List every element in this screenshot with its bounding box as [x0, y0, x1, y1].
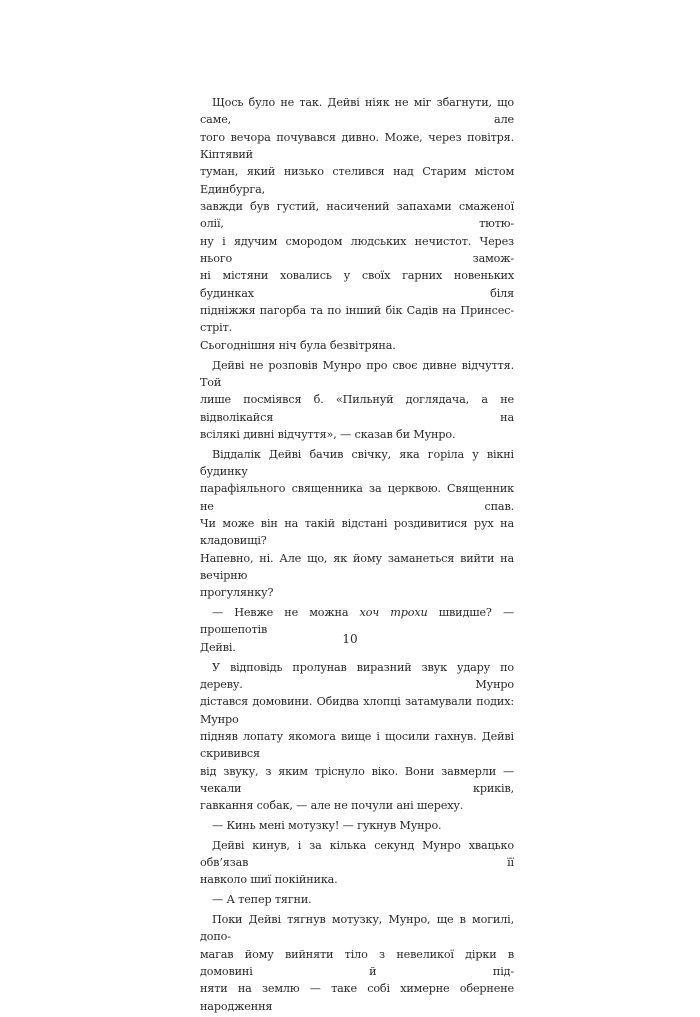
paragraph	[200, 357, 514, 444]
text-line: — А тепер тягни.	[212, 893, 312, 907]
text-run: — Невже не можна	[212, 606, 360, 620]
text-line: туман, який низько стелився над Старим містом Единбурга,	[200, 165, 514, 196]
text-line: — Кинь мені мотузку! — гукнув Мунро.	[212, 819, 442, 833]
paragraph	[200, 837, 514, 889]
text-line: підняв лопату якомога вище і щосили гахнув. Дейві скривився	[200, 729, 514, 761]
text-line: магав йому вийняти тіло з невеликої дірки в домовині й під-	[200, 947, 514, 978]
text-line: Поки Дейві тягнув мотузку, Мунро, ще в могилі, допо-	[200, 912, 514, 944]
text-line: ну і ядучим смородом людських нечистот. Через нього замож-	[200, 234, 514, 266]
text-line: ні містяни ховались у своїх гарних новеньких будинках біля	[200, 269, 514, 300]
text-line: підніжжя пагорба та по інший бік Садів на Принсес-стріт.	[200, 304, 514, 335]
paragraph	[200, 446, 514, 602]
text-run: швидше? — прошепотів	[200, 606, 514, 637]
text-line: няти на землю — таке собі химерне обернене народження	[200, 982, 514, 1013]
text-line: навколо шиї покійника.	[200, 873, 338, 887]
text-line: гавкання собак, — але не почули ані шереху.	[200, 799, 464, 813]
text-line: Дейві не розповів Мунро про своє дивне відчуття. Той	[200, 358, 514, 389]
text-line: Чи може він на такій відстані роздивитися рух на кладовищі?	[200, 517, 514, 548]
paragraph-dialogue	[200, 891, 514, 908]
text-line: парафіяльного священника за церквою. Священник не спав.	[200, 482, 514, 513]
text-line: того вечора почувався дивно. Може, через повітря. Кіптявий	[200, 130, 514, 162]
page-number: 10	[342, 632, 358, 646]
text-line: Віддалік Дейві бачив свічку, яка горіла у вікні будинку	[200, 447, 514, 478]
text-line: прогулянку?	[200, 586, 274, 600]
paragraph-dialogue	[200, 604, 514, 656]
paragraph	[200, 659, 514, 815]
text-line: всілякі дивні відчуття», — сказав би Мунро.	[200, 427, 456, 441]
body-text	[200, 94, 514, 1017]
text-line: дістався домовини. Обидва хлопці затамували подих: Мунро	[200, 695, 514, 726]
text-line: Дейві кинув, і за кілька секунд Мунро хвацько обв’язав її	[200, 838, 514, 870]
text-line: У відповідь пролунав виразний звук удару по дереву. Мунро	[200, 660, 514, 691]
paragraph	[200, 911, 514, 1015]
text-line: від звуку, з яким тріснуло віко. Вони завмерли — чекали криків,	[200, 764, 514, 795]
emphasis: хоч трохи	[359, 606, 428, 620]
text-line: Дейві.	[200, 640, 236, 654]
text-line: Щось було не так. Дейві ніяк не міг збагнути, що саме, але	[200, 96, 514, 127]
text-line: завжди був густий, насичений запахами смаженої олії, тютю-	[200, 200, 514, 231]
text-line: Сьогоднішня ніч була безвітряна.	[200, 338, 396, 352]
paragraph-dialogue	[200, 817, 514, 834]
text-line: Напевно, ні. Але що, як йому заманеться вийти на вечірню	[200, 551, 514, 583]
paragraph	[200, 94, 514, 354]
text-line: лише посміявся б. «Пильнуй доглядача, а не відволікайся на	[200, 393, 514, 424]
